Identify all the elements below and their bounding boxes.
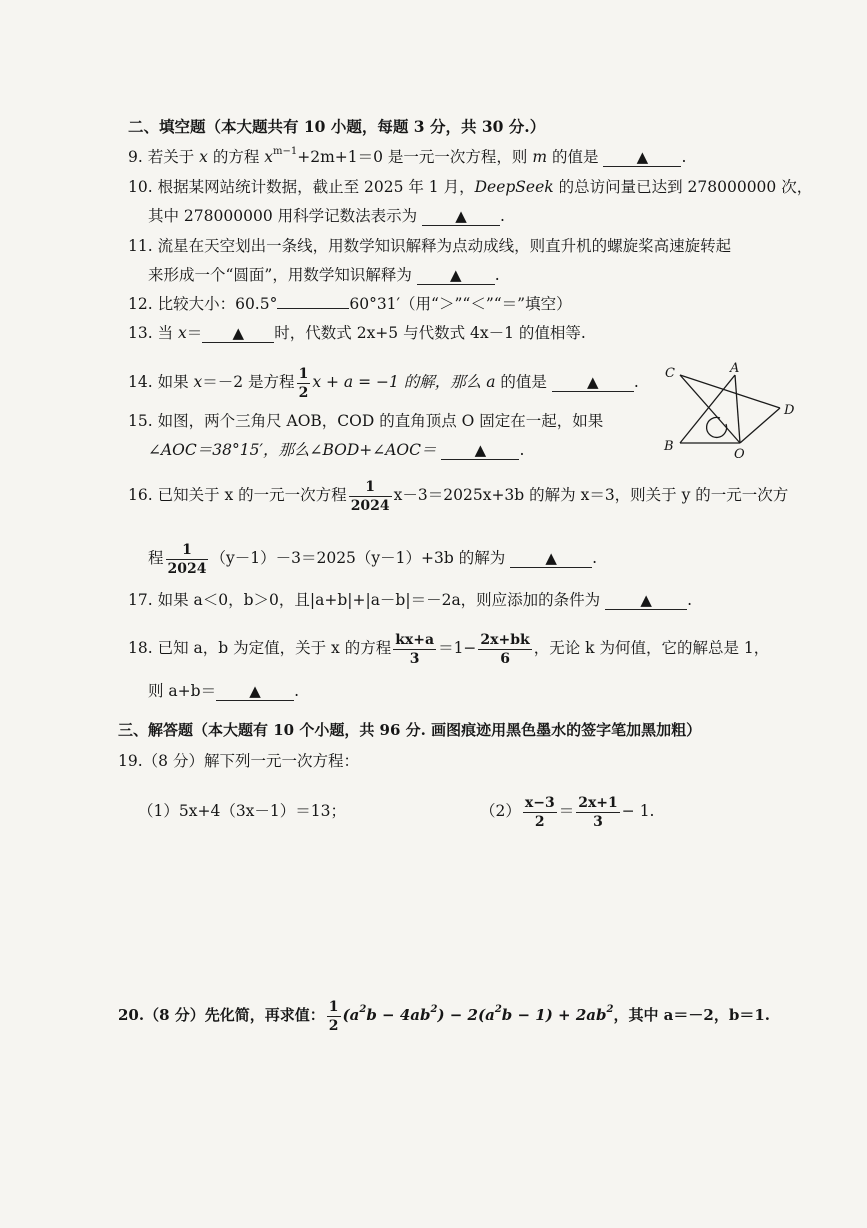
q9-var-x2: x (264, 148, 274, 166)
q19-frac2-num: 2x+1 (578, 794, 618, 811)
q16-text-b: x－3＝2025x+3b 的解为 x＝3，则关于 y 的一元一次方 (393, 486, 789, 504)
q9-text-b: 的方程 (207, 148, 265, 166)
q19-frac1-num: x−3 (524, 794, 555, 811)
question-14 (128, 362, 639, 402)
question-13 (128, 322, 586, 344)
q16-text-a: 16. 已知关于 x 的一元一次方程 (128, 486, 347, 504)
question-10-line-1 (128, 176, 812, 198)
q20-sup-2: 2 (430, 1004, 438, 1015)
question-19-part-1: （1）5x+4（3x－1）＝13； (138, 802, 347, 820)
q14-text-d: 的值是 (495, 373, 547, 391)
q12-answer-blank[interactable] (277, 308, 349, 309)
q18-text-a: 18. 已知 a，b 为定值，关于 x 的方程 (128, 639, 392, 657)
q9-answer-blank[interactable] (603, 148, 681, 167)
q20-expr-3: ) − 2(a (437, 1006, 495, 1024)
q16-frac-num: 1 (349, 478, 392, 497)
q20-sup-4: 2 (606, 1004, 614, 1015)
q20-frac-den: 2 (328, 1017, 339, 1034)
q19-fraction-2 (576, 794, 620, 831)
triangle-icon: ▲ (232, 324, 245, 342)
q10-deepseek: DeepSeek (474, 178, 554, 196)
q13-text-b: ＝ (186, 324, 203, 342)
q10-text-c: 其中 278000000 用科学记数法表示为 (148, 207, 418, 225)
question-15-line-2 (148, 439, 524, 461)
q17-text: 17. 如果 a＜0，b＞0，且|a+b|+|a－b|＝－2a，则应添加的条件为 (128, 591, 601, 609)
q20-expr-2: b − 4ab (366, 1006, 431, 1024)
q20-expr-4: b − 1) + 2ab (501, 1006, 607, 1024)
q17-end: . (687, 591, 693, 609)
question-16-line-2 (148, 535, 597, 581)
triangle-icon: ▲ (587, 373, 599, 391)
q9-text-d: 的值是 (547, 148, 599, 166)
q14-var-a: a (486, 373, 496, 391)
triangle-icon: ▲ (545, 549, 557, 567)
q14-frac-num: 1 (298, 365, 309, 382)
q20-expression (343, 1006, 614, 1024)
q10-answer-blank[interactable] (422, 207, 500, 226)
q18-frac1-den: 3 (409, 650, 420, 667)
q10-end: . (500, 207, 505, 225)
q12-text-a: 12. 比较大小：60.5° (128, 295, 278, 313)
q14-frac-den: 2 (298, 384, 309, 401)
q19-part2-rest: − 1. (621, 802, 655, 820)
q11-text: 来形成一个“圆面”，用数学知识解释为 (148, 266, 412, 284)
segment-OD (740, 408, 780, 443)
q19-equals: ＝ (558, 802, 575, 820)
label-B: B (664, 439, 674, 454)
q12-text-b: 60°31′（用“＞”“＜”“＝”填空） (349, 295, 572, 313)
q9-var-m: m (532, 148, 548, 166)
q20-frac-num: 1 (328, 998, 339, 1015)
q16-end: . (592, 549, 598, 567)
q18-frac2-num: 2x+bk (480, 631, 530, 648)
triangle-icon: ▲ (450, 266, 462, 284)
q13-text-c: 时，代数式 2x+5 与代数式 4x－1 的值相等. (274, 324, 586, 342)
question-9 (128, 146, 686, 168)
label-D: D (784, 403, 795, 418)
q11-answer-blank[interactable] (417, 266, 495, 285)
q20-sup-1: 2 (359, 1004, 367, 1015)
q9-text-c: +2m+1＝0 是一元一次方程，则 (297, 148, 533, 166)
q15-answer-blank[interactable] (441, 441, 519, 460)
triangle-icon: ▲ (249, 682, 261, 700)
q16-frac2-num: 1 (166, 541, 209, 560)
question-11-line-2 (148, 264, 500, 286)
q14-fraction (297, 365, 311, 402)
q11-end: . (494, 266, 500, 284)
label-A: A (730, 361, 740, 376)
q19-frac2-den: 3 (593, 813, 603, 830)
q10-text-a: 10. 根据某网站统计数据，截止至 2025 年 1 月， (128, 178, 475, 196)
q18-text-d: 则 a+b＝ (148, 682, 217, 700)
q13-answer-blank[interactable] (202, 324, 274, 343)
q14-end: . (633, 373, 639, 391)
q15-text: ∠AOC＝38°15′，那么∠BOD+∠AOC＝ (148, 441, 437, 459)
q20-fraction (327, 998, 341, 1035)
q10-text-b: 的总访问量已达到 278000000 次， (553, 178, 813, 196)
q14-text-c: x + a = −1 的解，那么 (312, 373, 487, 391)
section-2-heading: 二、填空题（本大题共有 10 小题，每题 3 分，共 30 分.） (128, 117, 546, 136)
q9-var-x: x (199, 148, 208, 166)
label-O: O (734, 447, 745, 460)
question-12 (128, 293, 572, 315)
q16-frac-den: 2024 (350, 497, 390, 514)
q19-part2-label: （2） (480, 802, 521, 820)
q16-text-c: 程 (148, 549, 164, 567)
section-3-heading: 三、解答题（本大题有 10 个小题，共 96 分. 画图痕迹用黑色墨水的签字笔加黑加粗） (118, 721, 702, 739)
q18-frac1-num: kx+a (395, 631, 435, 648)
q19-fraction-1 (523, 794, 557, 831)
angle-arc (707, 417, 727, 437)
triangle-icon: ▲ (636, 148, 649, 166)
question-10-line-2 (148, 205, 505, 227)
q18-text-b: ＝1− (438, 639, 477, 657)
q14-text-b: ＝－2 是方程 (202, 373, 295, 391)
q14-answer-blank[interactable] (552, 373, 634, 392)
question-18-line-1 (128, 625, 769, 671)
question-18-line-2 (148, 680, 299, 702)
q18-frac2-den: 6 (500, 650, 510, 667)
q16-frac2-den: 2024 (167, 560, 207, 577)
q20-text-a: 20.（8 分）先化简，再求值： (118, 1006, 325, 1024)
q18-answer-blank[interactable] (216, 682, 294, 701)
q14-text-a: 14. 如果 (128, 373, 194, 391)
triangle-icon: ▲ (455, 207, 467, 225)
q9-end: . (681, 148, 687, 166)
two-triangle-rulers-figure (660, 360, 810, 460)
question-11-line-1: 11. 流星在天空划出一条线，用数学知识解释为点动成线，则直升机的螺旋桨高速旋转起 (128, 237, 732, 255)
q16-fraction-1 (349, 478, 392, 515)
triangle-icon: ▲ (474, 441, 487, 459)
q18-text-c: ，无论 k 为何值，它的解总是 1， (533, 639, 770, 657)
q9-exponent: m−1 (273, 146, 298, 157)
q16-fraction-2 (166, 541, 209, 578)
q16-text-d: （y－1）－3＝2025（y－1）+3b 的解为 (210, 549, 506, 567)
q19-frac1-den: 2 (534, 813, 545, 830)
q18-fraction-2 (478, 631, 531, 668)
question-15-line-1: 15. 如图，两个三角尺 AOB，COD 的直角顶点 O 固定在一起，如果 (128, 412, 604, 430)
triangle-icon: ▲ (640, 591, 652, 609)
question-17 (128, 589, 692, 611)
q20-text-b: ，其中 a＝－2，b＝1. (613, 1006, 770, 1024)
question-19-part-2 (480, 788, 654, 834)
q18-fraction-1 (393, 631, 436, 668)
label-C: C (665, 366, 675, 381)
q13-text-a: 13. 当 (128, 324, 179, 342)
segment-AO (735, 375, 740, 443)
question-16-line-1 (128, 472, 788, 518)
question-19-title: 19.（8 分）解下列一元一次方程： (118, 752, 359, 770)
q20-expr-1: (a (342, 1006, 360, 1024)
q18-end: . (294, 682, 300, 700)
q16-answer-blank[interactable] (510, 549, 592, 568)
q14-var-x: x (193, 373, 203, 391)
q13-var-x: x (178, 324, 187, 342)
q20-sup-3: 2 (494, 1004, 502, 1015)
question-20 (118, 992, 770, 1038)
q15-end: . (519, 441, 525, 459)
q9-text-a: 9. 若关于 (128, 148, 200, 166)
q17-answer-blank[interactable] (605, 591, 687, 610)
